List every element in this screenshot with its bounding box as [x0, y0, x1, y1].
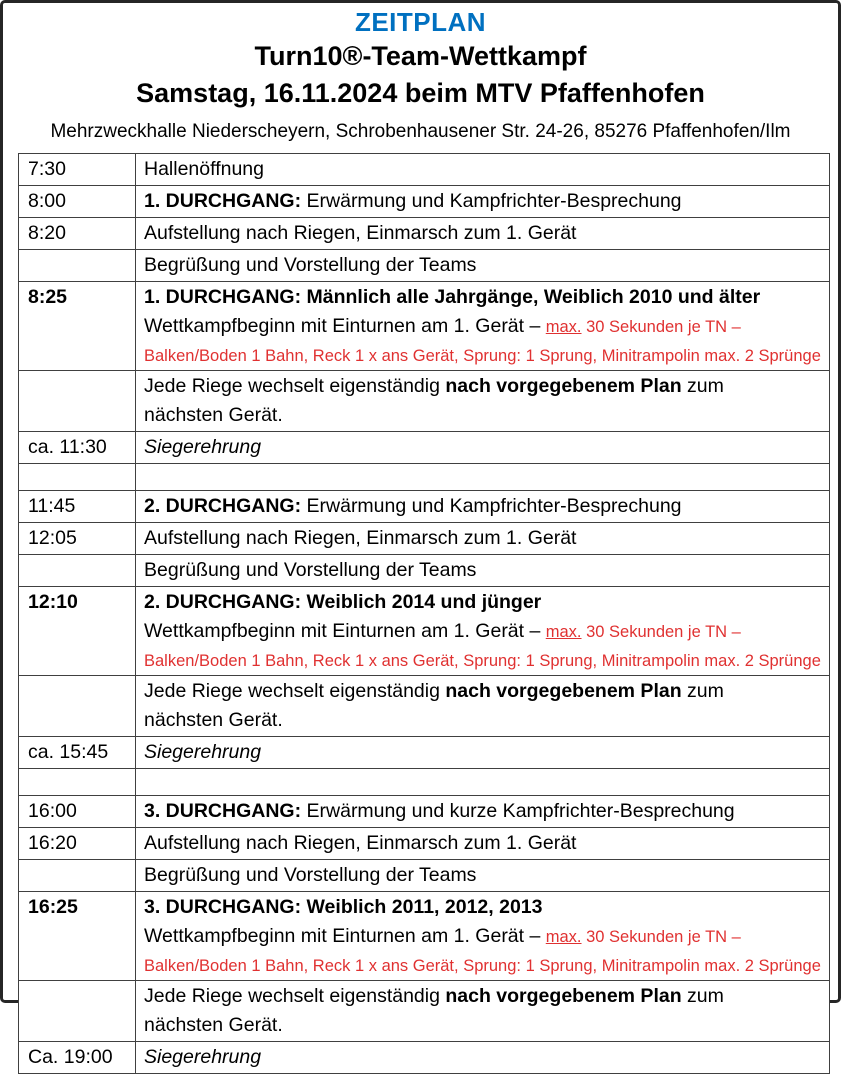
description-cell [136, 892, 830, 981]
schedule-row [19, 796, 830, 828]
text-segment: Begrüßung und Vorstellung der Teams [144, 864, 477, 886]
schedule-table [18, 153, 830, 1074]
text-line [144, 588, 823, 617]
schedule-row [19, 828, 830, 860]
description-cell [136, 432, 830, 464]
text-line [144, 797, 823, 826]
schedule-row [19, 154, 830, 186]
time-cell [19, 860, 136, 892]
time-cell: 11:45 [19, 491, 136, 523]
text-segment: 2. DURCHGANG: Weiblich 2014 und jünger [144, 591, 542, 613]
text-segment: Wettkampfbeginn mit Einturnen am 1. Gerät – [144, 315, 546, 337]
text-segment: Wettkampfbeginn mit Einturnen am 1. Gerät – [144, 925, 546, 947]
time-cell [19, 676, 136, 737]
schedule-row [19, 676, 830, 737]
text-line [144, 401, 823, 430]
text-line [144, 372, 823, 401]
text-line [144, 312, 823, 342]
text-line [144, 829, 823, 858]
text-segment: Wettkampfbeginn mit Einturnen am 1. Gerät – [144, 620, 546, 642]
time-cell: 8:20 [19, 218, 136, 250]
text-line [144, 492, 823, 521]
description-cell [136, 555, 830, 587]
description-cell [136, 860, 830, 892]
text-segment: max. [545, 623, 582, 641]
description-cell [136, 371, 830, 432]
text-segment: zum [681, 985, 724, 1007]
spacer-row [19, 769, 830, 796]
schedule-row [19, 371, 830, 432]
text-line [144, 433, 823, 462]
time-cell: 8:25 [19, 282, 136, 371]
schedule-row [19, 250, 830, 282]
text-segment: Balken/Boden 1 Bahn, Reck 1 x ans Gerät, Sprung: 1 Sprung, Minitrampolin max. 2 Sprünge [144, 957, 821, 975]
description-cell [136, 523, 830, 555]
description-cell [136, 154, 830, 186]
text-segment: zum [681, 680, 724, 702]
text-segment: Aufstellung nach Riegen, Einmarsch zum 1. Gerät [144, 832, 577, 854]
event-title: Turn10®-Team-Wettkampf [254, 41, 587, 71]
time-cell [19, 769, 136, 796]
schedule-row [19, 1042, 830, 1074]
text-segment: Hallenöffnung [144, 158, 264, 180]
time-cell [19, 371, 136, 432]
description-cell [136, 981, 830, 1042]
description-cell [136, 587, 830, 676]
description-cell [136, 676, 830, 737]
text-line [144, 738, 823, 767]
schedule-row [19, 432, 830, 464]
schedule-row [19, 218, 830, 250]
text-line [144, 283, 823, 312]
text-line [144, 155, 823, 184]
time-cell: ca. 11:30 [19, 432, 136, 464]
description-cell [136, 491, 830, 523]
schedule-row [19, 523, 830, 555]
text-segment: nächsten Gerät. [144, 709, 283, 731]
schedule-row [19, 860, 830, 892]
text-segment: Balken/Boden 1 Bahn, Reck 1 x ans Gerät, Sprung: 1 Sprung, Minitrampolin max. 2 Sprünge [144, 652, 821, 670]
schedule-row [19, 737, 830, 769]
text-line [144, 556, 823, 585]
spacer-row [19, 464, 830, 491]
description-cell [136, 1042, 830, 1074]
schedule-row [19, 555, 830, 587]
time-cell: 7:30 [19, 154, 136, 186]
text-segment: Siegerehrung [144, 1046, 262, 1068]
time-cell [19, 250, 136, 282]
text-segment: zum [681, 375, 724, 397]
text-segment: Jede Riege wechselt eigenständig [144, 985, 446, 1007]
venue-address: Mehrzweckhalle Niederscheyern, Schrobenhausener Str. 24-26, 85276 Pfaffenhofen/Ilm [50, 121, 791, 142]
text-segment: 1. DURCHGANG: Männlich alle Jahrgänge, Weiblich 2010 und älter [144, 286, 761, 308]
time-cell: 16:00 [19, 796, 136, 828]
schedule-row [19, 282, 830, 371]
text-segment: 30 Sekunden je TN – [581, 623, 741, 641]
text-segment: Balken/Boden 1 Bahn, Reck 1 x ans Gerät, Sprung: 1 Sprung, Minitrampolin max. 2 Sprünge [144, 347, 821, 365]
description-cell [136, 796, 830, 828]
text-segment: 30 Sekunden je TN – [581, 318, 741, 336]
text-segment: 30 Sekunden je TN – [581, 928, 741, 946]
time-cell: ca. 15:45 [19, 737, 136, 769]
event-date-location: Samstag, 16.11.2024 beim MTV Pfaffenhofen [136, 78, 705, 108]
text-segment: Siegerehrung [144, 741, 262, 763]
time-cell [19, 555, 136, 587]
description-cell [136, 769, 830, 796]
text-line [144, 677, 823, 706]
description-cell [136, 186, 830, 218]
schedule-row [19, 186, 830, 218]
text-line [144, 524, 823, 553]
time-cell [19, 981, 136, 1042]
time-cell: 16:20 [19, 828, 136, 860]
time-cell: 12:05 [19, 523, 136, 555]
time-cell [19, 464, 136, 491]
text-line [144, 893, 823, 922]
text-line [144, 982, 823, 1011]
text-segment: nach vorgegebenem Plan [445, 680, 682, 702]
description-cell [136, 828, 830, 860]
time-cell: Ca. 19:00 [19, 1042, 136, 1074]
schedule-row [19, 587, 830, 676]
text-line [144, 187, 823, 216]
text-line [144, 1043, 823, 1072]
text-segment: Erwärmung und kurze Kampfrichter-Besprechung [301, 800, 735, 822]
description-cell [136, 282, 830, 371]
text-segment: Erwärmung und Kampfrichter-Besprechung [301, 190, 682, 212]
description-cell [136, 250, 830, 282]
text-segment: Jede Riege wechselt eigenständig [144, 680, 446, 702]
page-title: ZEITPLAN [354, 7, 487, 37]
text-line [144, 219, 823, 248]
text-segment: Begrüßung und Vorstellung der Teams [144, 559, 477, 581]
text-line [144, 922, 823, 952]
schedule-row [19, 491, 830, 523]
description-cell [136, 737, 830, 769]
text-line [144, 1011, 823, 1040]
text-segment: Erwärmung und Kampfrichter-Besprechung [301, 495, 682, 517]
text-segment: 3. DURCHGANG: Weiblich 2011, 2012, 2013 [144, 896, 543, 918]
text-line [144, 342, 823, 369]
time-cell: 16:25 [19, 892, 136, 981]
time-cell: 8:00 [19, 186, 136, 218]
text-line [144, 251, 823, 280]
description-cell [136, 218, 830, 250]
text-line [144, 706, 823, 735]
text-segment: nächsten Gerät. [144, 404, 283, 426]
description-cell [136, 464, 830, 491]
text-segment: 2. DURCHGANG: [144, 495, 302, 517]
text-line [144, 647, 823, 674]
text-segment: Aufstellung nach Riegen, Einmarsch zum 1. Gerät [144, 222, 577, 244]
time-cell: 12:10 [19, 587, 136, 676]
text-segment: nach vorgegebenem Plan [445, 375, 682, 397]
schedule-row [19, 981, 830, 1042]
text-line [144, 617, 823, 647]
schedule-table-body [19, 154, 830, 1074]
text-segment: Aufstellung nach Riegen, Einmarsch zum 1. Gerät [144, 527, 577, 549]
text-segment: 1. DURCHGANG: [144, 190, 302, 212]
text-segment: Siegerehrung [144, 436, 262, 458]
text-segment: nach vorgegebenem Plan [445, 985, 682, 1007]
text-segment: Begrüßung und Vorstellung der Teams [144, 254, 477, 276]
schedule-row [19, 892, 830, 981]
text-line [144, 952, 823, 979]
text-segment: max. [545, 928, 582, 946]
text-segment: max. [545, 318, 582, 336]
text-segment: Jede Riege wechselt eigenständig [144, 375, 446, 397]
text-segment: nächsten Gerät. [144, 1014, 283, 1036]
text-segment: 3. DURCHGANG: [144, 800, 302, 822]
text-line [144, 861, 823, 890]
